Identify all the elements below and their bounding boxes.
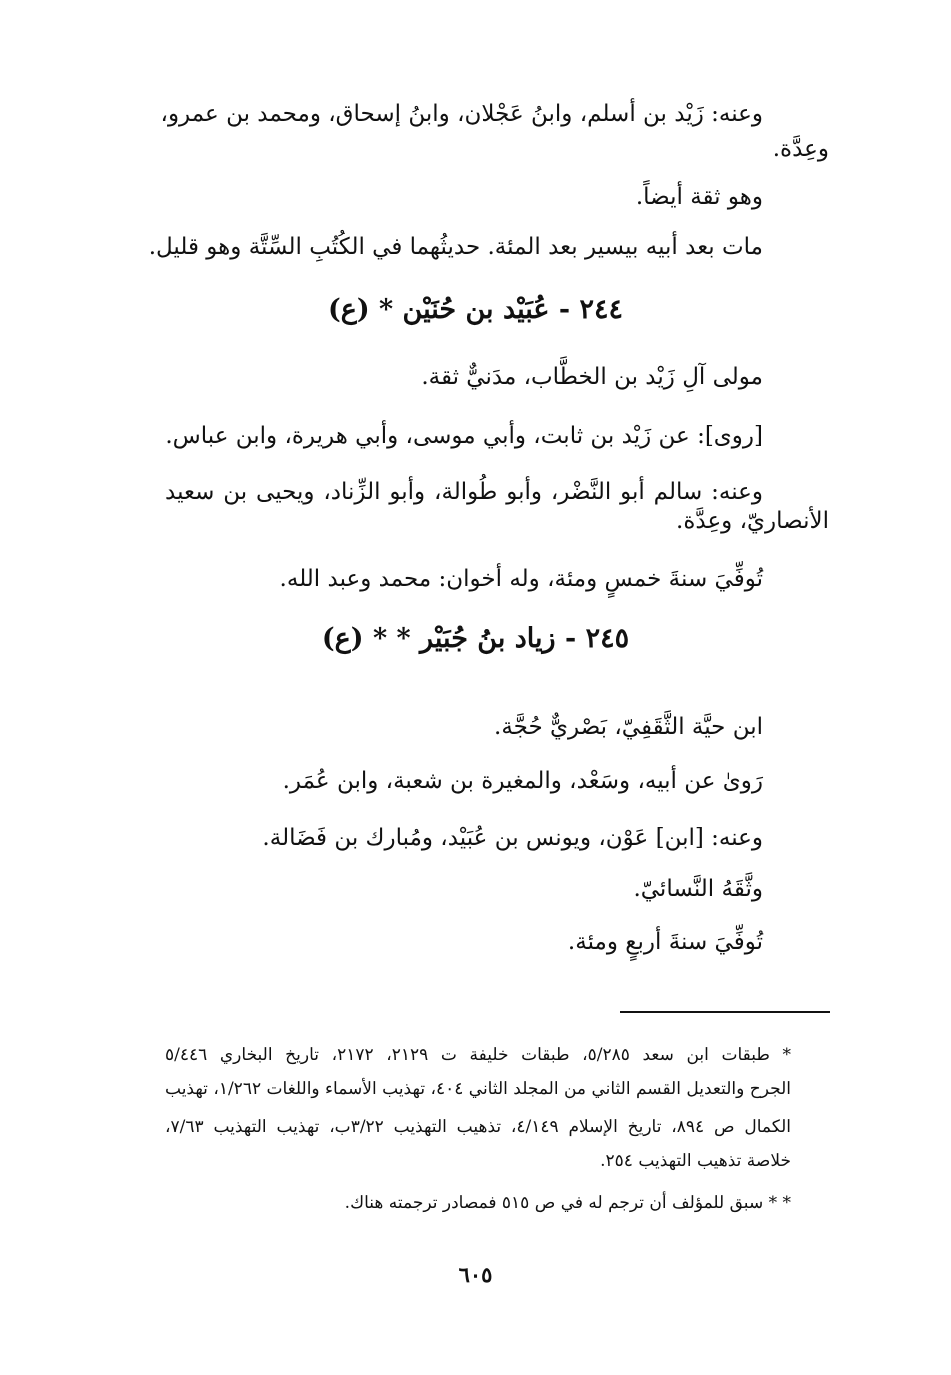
page-number: ٦٠٥ [458,1262,493,1287]
text-line: تُوفِّيَ سنةَ أربعٍ ومئة. [567,929,763,955]
text-line: وعنه: زَيْد بن أسلم، وابنُ عَجْلان، وابنُ إسحاق، ومحمد بن عمرو، [160,101,763,127]
footnote-divider [620,1011,830,1013]
entry-heading-244: ٢٤٤ - عُبَيْد بن حُنَيْن * (ع) [327,294,624,325]
text-line: رَوىٰ عن أبيه، وسَعْد، والمغيرة بن شعبة، وابن عُمَر. [282,768,763,794]
text-line: وعنه: [ابن] عَوْن، ويونس بن عُبَيْد، ومُبارك بن فَضَالة. [262,825,763,851]
footnote-line: * * سبق للمؤلف أن ترجم له في ص ٥١٥ فمصادر ترجمته هناك. [344,1193,791,1213]
entry-heading-245: ٢٤٥ - زياد بنُ جُبَيْر * * (ع) [321,623,630,654]
text-line: الأنصاريّ، وعِدَّة. [676,508,829,534]
footnote-line: الجرح والتعديل القسم الثاني من المجلد الثاني ٤٠٤، تهذيب الأسماء واللغات ١/٢٦٢، تهذيب [165,1079,791,1099]
text-line: مولى آلِ زَيْد بن الخطَّاب، مدَنيٌّ ثقة. [421,364,763,390]
footnote-line: الكمال ص ٨٩٤، تاريخ الإسلام ٤/١٤٩، تذهيب التهذيب ٣/٢٢ب، تهذيب التهذيب ٧/٦٣، [165,1117,792,1137]
text-line: تُوفِّيَ سنةَ خمسٍ ومئة، وله أخوان: محمد وعبد الله. [279,566,763,592]
text-line: [روى]: عن زَيْد بن ثابت، وأبي موسى، وأبي هريرة، وابن عباس. [165,423,763,449]
text-line: وثَّقَهُ النَّسائيّ. [633,876,763,902]
text-line: وهو ثقة أيضاً. [635,184,763,210]
text-line: وعنه: سالم أبو النَّضْر، وأبو طُوالة، وأبو الزِّناد، ويحيى بن سعيد [165,479,763,505]
text-line: وعِدَّة. [772,136,829,162]
footnote-line: خلاصة تذهيب التهذيب ٢٥٤. [600,1151,791,1171]
text-line: ابن حيَّة الثَّقَفِيّ، بَصْريٌّ حُجَّة. [494,714,763,740]
text-line: مات بعد أبيه بيسير بعد المئة. حديثُهما في الكُتُبِ السِّتَّة وهو قليل. [148,234,763,260]
footnote-line: * طبقات ابن سعد ٥/٢٨٥، طبقات خليفة ت ٢١٢٩، ٢١٧٢، تاريخ البخاري ٥/٤٤٦ [165,1045,792,1065]
